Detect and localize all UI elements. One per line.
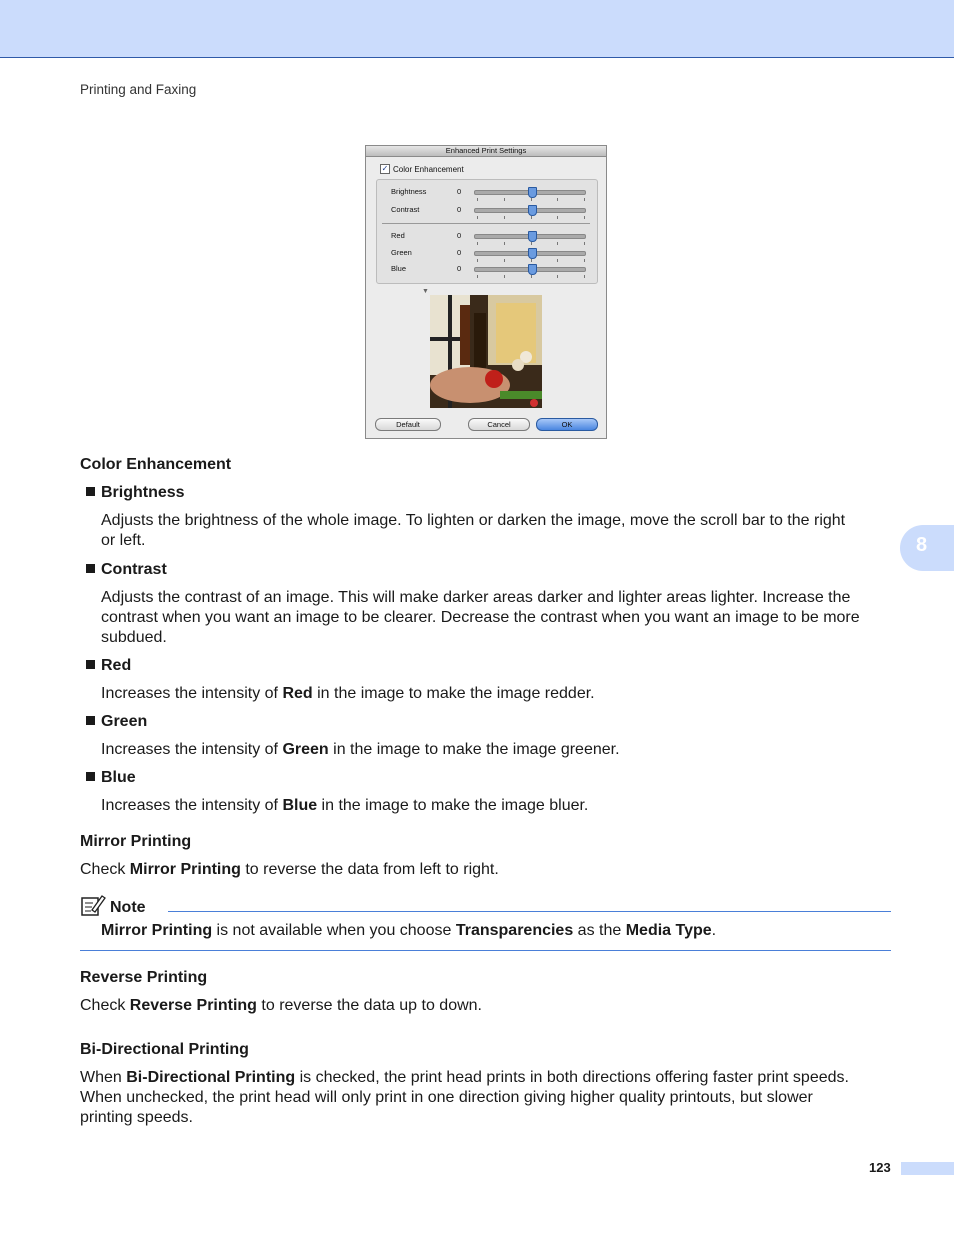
slider-value: 0	[457, 187, 462, 196]
dialog-title: Enhanced Print Settings	[366, 146, 606, 157]
note-label: Note	[110, 899, 146, 916]
slider-value: 0	[457, 205, 462, 214]
item-text: subdued.	[101, 629, 167, 646]
blue-slider-row[interactable]	[391, 262, 591, 276]
cancel-button[interactable]: Cancel	[468, 418, 530, 431]
green-slider-row[interactable]	[391, 246, 591, 260]
section-heading: Reverse Printing	[80, 969, 208, 986]
slider-thumb[interactable]	[528, 205, 537, 216]
item-text: Adjusts the contrast of an image. This will make darker areas darker and lighter areas lighter. Increase the	[101, 589, 851, 606]
note-rule-bottom	[80, 950, 891, 951]
section-heading: Color Enhancement	[80, 456, 232, 473]
item-title: Blue	[101, 769, 136, 786]
page-number: 123	[869, 1160, 891, 1175]
note-rule-top	[168, 911, 891, 912]
checkbox-label: Color Enhancement	[393, 164, 464, 174]
default-button[interactable]: Default	[375, 418, 441, 431]
chapter-number: 8	[916, 534, 928, 556]
red-slider-row[interactable]	[391, 229, 591, 243]
section-heading: Bi-Directional Printing	[80, 1041, 249, 1058]
section-heading: Mirror Printing	[80, 833, 192, 850]
slider-value: 0	[457, 231, 462, 240]
slider-ticks	[477, 242, 585, 245]
bullet-icon	[86, 660, 95, 669]
slider-label: Green	[391, 248, 412, 257]
contrast-slider-row[interactable]	[391, 203, 591, 217]
section-text: printing speeds.	[80, 1109, 193, 1126]
ok-button[interactable]: OK	[536, 418, 598, 431]
item-text: Increases the intensity of Red in the image to make the image redder.	[101, 685, 595, 702]
slider-thumb[interactable]	[528, 248, 537, 259]
item-text: Adjusts the brightness of the whole image. To lighten or darken the image, move the scroll bar to the right	[101, 512, 846, 529]
bullet-icon	[86, 716, 95, 725]
slider-track[interactable]	[474, 267, 586, 272]
slider-track[interactable]	[474, 251, 586, 256]
item-title: Contrast	[101, 561, 167, 578]
divider	[382, 223, 590, 224]
item-text: Increases the intensity of Green in the image to make the image greener.	[101, 741, 620, 758]
slider-ticks	[477, 216, 585, 219]
slider-label: Red	[391, 231, 405, 240]
slider-thumb[interactable]	[528, 231, 537, 242]
slider-track[interactable]	[474, 190, 586, 195]
preview-image	[430, 295, 542, 408]
chapter-tab	[900, 525, 954, 571]
enhanced-print-settings-dialog	[365, 145, 607, 439]
item-text: contrast when you want an image to be clearer. Decrease the contrast when you want an image to be more	[101, 609, 860, 626]
section-text: Check Mirror Printing to reverse the data from left to right.	[80, 861, 499, 878]
slider-thumb[interactable]	[528, 264, 537, 275]
slider-value: 0	[457, 248, 462, 257]
bullet-icon	[86, 564, 95, 573]
slider-label: Contrast	[391, 205, 420, 214]
running-head: Printing and Faxing	[80, 82, 197, 97]
color-enhancement-checkbox[interactable]	[380, 164, 464, 174]
slider-ticks	[477, 198, 585, 201]
brightness-slider-row[interactable]	[391, 185, 591, 199]
slider-label: Brightness	[391, 187, 427, 196]
slider-track[interactable]	[474, 234, 586, 239]
slider-ticks	[477, 275, 585, 278]
slider-value: 0	[457, 264, 462, 273]
slider-group	[376, 179, 598, 284]
slider-thumb[interactable]	[528, 187, 537, 198]
note-pencil-icon	[80, 893, 106, 917]
header-band	[0, 0, 954, 58]
item-text: Increases the intensity of Blue in the image to make the image bluer.	[101, 797, 589, 814]
item-title: Brightness	[101, 484, 185, 501]
item-title: Green	[101, 713, 148, 730]
slider-label: Blue	[391, 264, 407, 273]
slider-track[interactable]	[474, 208, 586, 213]
footer-band	[901, 1162, 954, 1175]
section-text: When Bi-Directional Printing is checked, the print head prints in both directions offering faster print speeds.	[80, 1069, 849, 1086]
checkmark-icon: ✓	[381, 164, 389, 173]
item-text: or left.	[101, 532, 146, 549]
disclosure-triangle-icon[interactable]: ▼	[422, 288, 429, 295]
bullet-icon	[86, 487, 95, 496]
note-text: Mirror Printing is not available when you choose Transparencies as the Media Type.	[101, 922, 717, 939]
item-title: Red	[101, 657, 132, 674]
section-text: When unchecked, the print head will only print in one direction giving higher quality printouts, but slower	[80, 1089, 813, 1106]
bullet-icon	[86, 772, 95, 781]
section-text: Check Reverse Printing to reverse the data up to down.	[80, 997, 482, 1014]
